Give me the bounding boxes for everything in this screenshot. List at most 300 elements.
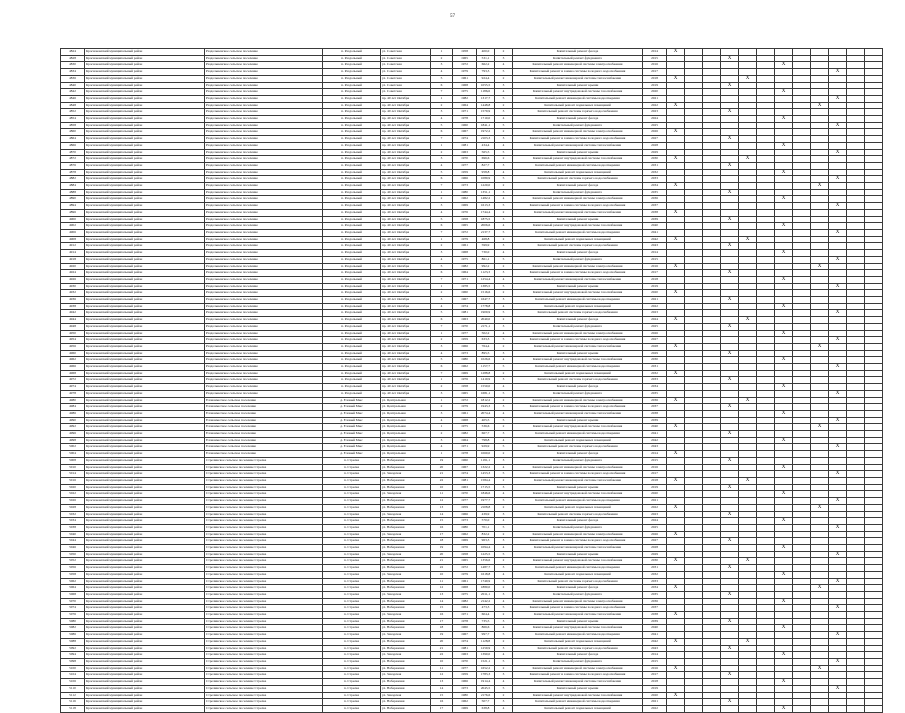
cell-settl: п. Раздольный (323, 189, 381, 196)
cell-mark (829, 645, 847, 652)
cell-work: Капитальный ремонт фундамента (513, 658, 643, 665)
cell-mark: Х (667, 370, 685, 377)
cell-mark (739, 62, 757, 69)
cell-street: пр. 40 лет Октября (381, 196, 431, 203)
table-row (61, 116, 883, 123)
cell-mark: Х (721, 55, 739, 62)
table-row (61, 229, 883, 236)
cell-mark (829, 571, 847, 578)
table-row (61, 203, 883, 210)
cell-area: 599,9 (477, 243, 495, 250)
cell-street: пр. 40 лет Октября (381, 149, 431, 156)
table-row (61, 283, 883, 290)
cell-mark (865, 410, 883, 417)
cell-mark (865, 531, 883, 538)
cell-mark (703, 169, 721, 176)
cell-mark: Х (667, 692, 685, 699)
table-row (61, 518, 883, 525)
cell-mark (865, 464, 883, 471)
cell-plan: 2036 (643, 397, 667, 404)
cell-mark (667, 189, 685, 196)
cell-mark (793, 551, 811, 558)
cell-mark: Х (829, 337, 847, 344)
cell-rayon: Краснокамский муниципальный район (85, 625, 205, 632)
cell-mark (757, 337, 775, 344)
cell-mark (721, 357, 739, 364)
cell-floors: 3 (495, 350, 513, 357)
cell-floors: 2 (495, 75, 513, 82)
cell-rayon: Краснокамский муниципальный район (85, 49, 205, 56)
cell-mark (757, 243, 775, 250)
cell-mark (721, 598, 739, 605)
cell-pos: Еловомысское сельское поселение (205, 417, 323, 424)
cell-settl: п. Стрелка (323, 545, 381, 552)
cell-mark (793, 645, 811, 652)
cell-mark (721, 364, 739, 371)
cell-mark (865, 370, 883, 377)
cell-settl: п. Раздольный (323, 377, 381, 384)
cell-settl: п. Стрелка (323, 672, 381, 679)
cell-floors: 2 (495, 531, 513, 538)
cell-settl: п. Стрелка (323, 645, 381, 652)
cell-rayon: Краснокамский муниципальный район (85, 350, 205, 357)
table-row (61, 129, 883, 136)
table-row (61, 330, 883, 337)
cell-mark (865, 692, 883, 699)
cell-mark: Х (829, 444, 847, 451)
table-row (61, 571, 883, 578)
cell-mark (685, 511, 703, 518)
cell-mark (793, 209, 811, 216)
cell-mark (811, 357, 829, 364)
cell-area: 405,5 (477, 417, 495, 424)
cell-floors: 2 (495, 102, 513, 109)
cell-plan: 2028 (643, 142, 667, 149)
cell-year: 1975 (453, 256, 477, 263)
cell-street: ул. Набережная (381, 498, 431, 505)
cell-mark (757, 323, 775, 330)
cell-rayon: Краснокамский муниципальный район (85, 652, 205, 659)
cell-mark (703, 558, 721, 565)
cell-rayon: Краснокамский муниципальный район (85, 122, 205, 129)
cell-rayon: Краснокамский муниципальный район (85, 189, 205, 196)
cell-street: ул. Набережная (381, 457, 431, 464)
cell-plan: 2021 (643, 297, 667, 304)
cell-pos: Еловомысское сельское поселение (205, 431, 323, 438)
cell-year: 1970 (453, 323, 477, 330)
cell-floors: 2 (495, 451, 513, 458)
cell-plan: 2019 (643, 484, 667, 491)
cell-mark (793, 290, 811, 297)
cell-floors: 5 (495, 551, 513, 558)
cell-house: 14 (431, 685, 453, 692)
cell-mark (667, 404, 685, 411)
cell-year: 1963 (453, 149, 477, 156)
cell-mark (847, 196, 865, 203)
cell-settl: п. Стрелка (323, 699, 381, 706)
cell-mark (757, 565, 775, 572)
cell-mark (847, 317, 865, 324)
cell-mark: Х (775, 464, 793, 471)
cell-mark: Х (739, 397, 757, 404)
cell-mark: Х (829, 69, 847, 76)
cell-pos: Раздольненское сельское поселение (205, 223, 323, 230)
cell-year: 1980 (453, 189, 477, 196)
cell-mark (847, 136, 865, 143)
cell-mark (757, 183, 775, 190)
cell-mark (667, 350, 685, 357)
cell-mark (847, 498, 865, 505)
cell-year: 1967 (453, 297, 477, 304)
table-row (61, 578, 883, 585)
cell-rayon: Краснокамский муниципальный район (85, 209, 205, 216)
cell-year: 1972 (453, 397, 477, 404)
cell-area: 1521,1 (477, 658, 495, 665)
cell-mark (757, 209, 775, 216)
cell-mark (739, 69, 757, 76)
cell-mark: Х (775, 89, 793, 96)
cell-mark (757, 156, 775, 163)
cell-mark (703, 323, 721, 330)
cell-street: ул. Набережная (381, 558, 431, 565)
cell-mark (757, 189, 775, 196)
cell-settl: п. Стрелка (323, 511, 381, 518)
cell-mark (811, 632, 829, 639)
cell-mark: Х (739, 317, 757, 324)
cell-mark (775, 75, 793, 82)
cell-mark (703, 598, 721, 605)
cell-work: Капитальный ремонт инженерной системы теплоснабжения (513, 478, 643, 485)
cell-id: 5106 (61, 679, 85, 686)
cell-pos: Стрелинское сельское поселение Стрелка (205, 652, 323, 659)
cell-mark (685, 618, 703, 625)
cell-mark (865, 203, 883, 210)
cell-pos: Раздольненское сельское поселение (205, 89, 323, 96)
cell-mark (721, 410, 739, 417)
cell-mark (739, 498, 757, 505)
table-row (61, 618, 883, 625)
cell-id: 4858 (61, 122, 85, 129)
cell-mark (793, 162, 811, 169)
cell-mark (775, 404, 793, 411)
cell-mark (829, 243, 847, 250)
cell-mark (829, 538, 847, 545)
cell-mark (775, 417, 793, 424)
cell-mark (865, 571, 883, 578)
cell-mark (865, 498, 883, 505)
cell-mark (829, 531, 847, 538)
cell-mark (865, 431, 883, 438)
cell-mark (685, 612, 703, 619)
cell-settl: п. Раздольный (323, 89, 381, 96)
cell-mark (829, 464, 847, 471)
cell-work: Капитальный ремонт фундамента (513, 524, 643, 531)
table-row (61, 511, 883, 518)
cell-mark (865, 665, 883, 672)
cell-mark (793, 431, 811, 438)
cell-rayon: Краснокамский муниципальный район (85, 518, 205, 525)
cell-pos: Раздольненское сельское поселение (205, 183, 323, 190)
cell-mark (721, 169, 739, 176)
cell-year: 1981 (453, 142, 477, 149)
cell-id: 5112 (61, 692, 85, 699)
cell-house: 16 (431, 612, 453, 619)
cell-work: Капитальный ремонт крыши (513, 283, 643, 290)
cell-mark (811, 142, 829, 149)
cell-work: Капитальный ремонт инженерной системы теплоснабжения (513, 612, 643, 619)
cell-plan: 2040 (643, 625, 667, 632)
cell-house: 7 (431, 229, 453, 236)
cell-mark: Х (775, 518, 793, 525)
cell-street: ул. Набережная (381, 545, 431, 552)
cell-mark (667, 169, 685, 176)
cell-mark (775, 183, 793, 190)
cell-mark (847, 229, 865, 236)
cell-mark (847, 223, 865, 230)
cell-mark (739, 531, 757, 538)
cell-mark: Х (721, 672, 739, 679)
cell-id: 5056 (61, 565, 85, 572)
cell-mark (811, 370, 829, 377)
cell-rayon: Краснокамский муниципальный район (85, 310, 205, 317)
cell-mark (685, 404, 703, 411)
cell-mark (811, 672, 829, 679)
cell-area: 1715,5 (477, 484, 495, 491)
cell-settl: п. Стрелка (323, 625, 381, 632)
cell-mark (721, 504, 739, 511)
cell-mark (685, 685, 703, 692)
cell-mark (829, 116, 847, 123)
cell-mark (775, 129, 793, 136)
cell-plan: 2036 (643, 196, 667, 203)
cell-floors: 4 (495, 330, 513, 337)
cell-floors: 2 (495, 49, 513, 56)
cell-mark (793, 297, 811, 304)
cell-street: пр. 40 лет Октября (381, 343, 431, 350)
cell-house: 1 (431, 189, 453, 196)
cell-year: 1981 (453, 478, 477, 485)
cell-mark (757, 511, 775, 518)
cell-id: 4984 (61, 404, 85, 411)
cell-floors: 4 (495, 142, 513, 149)
cell-area: 1055,5 (477, 82, 495, 89)
cell-area: 701,1 (477, 524, 495, 531)
cell-settl: п. Стрелка (323, 464, 381, 471)
cell-rayon: Краснокамский муниципальный район (85, 162, 205, 169)
cell-mark (775, 176, 793, 183)
cell-mark (811, 464, 829, 471)
cell-mark (685, 558, 703, 565)
cell-area: 570,0 (477, 518, 495, 525)
cell-year: 1968 (453, 82, 477, 89)
cell-mark (667, 437, 685, 444)
table-row (61, 591, 883, 598)
cell-settl: п. Раздольный (323, 142, 381, 149)
cell-mark (685, 679, 703, 686)
cell-pos: Стрелинское сельское поселение Стрелка (205, 625, 323, 632)
cell-mark (667, 685, 685, 692)
cell-mark (685, 437, 703, 444)
cell-street: пр. 40 лет Октября (381, 384, 431, 391)
cell-mark (757, 424, 775, 431)
cell-floors: 2 (495, 290, 513, 297)
cell-mark (739, 189, 757, 196)
cell-mark: Х (667, 424, 685, 431)
cell-work: Капитальный ремонт крыши (513, 551, 643, 558)
cell-mark (811, 498, 829, 505)
cell-work: Капитальный ремонт подвальных помещений (513, 437, 643, 444)
cell-floors: 2 (495, 504, 513, 511)
cell-mark (739, 679, 757, 686)
housing-register-table (60, 48, 883, 713)
cell-floors: 3 (495, 377, 513, 384)
cell-mark (739, 337, 757, 344)
cell-house: 21 (431, 558, 453, 565)
cell-mark (793, 89, 811, 96)
cell-settl: д. Еловый Мыс (323, 451, 381, 458)
cell-mark (739, 256, 757, 263)
cell-mark (775, 283, 793, 290)
cell-mark (721, 310, 739, 317)
cell-mark (703, 478, 721, 485)
cell-floors: 5 (495, 337, 513, 344)
cell-year: 1975 (453, 89, 477, 96)
cell-mark (793, 538, 811, 545)
cell-mark (847, 82, 865, 89)
cell-mark: Х (667, 236, 685, 243)
cell-mark (793, 176, 811, 183)
cell-id: 5002 (61, 444, 85, 451)
cell-street: ул. Советская (381, 82, 431, 89)
cell-mark (775, 612, 793, 619)
cell-mark (685, 89, 703, 96)
cell-mark: Х (775, 276, 793, 283)
cell-id: 5104 (61, 672, 85, 679)
cell-year: 1960 (453, 290, 477, 297)
cell-rayon: Краснокамский муниципальный район (85, 169, 205, 176)
cell-id: 4848 (61, 102, 85, 109)
cell-mark (667, 444, 685, 451)
cell-house: 7 (431, 89, 453, 96)
table-row (61, 598, 883, 605)
cell-mark (721, 250, 739, 257)
cell-mark (703, 370, 721, 377)
cell-year: 1962 (453, 699, 477, 706)
cell-pos: Раздольненское сельское поселение (205, 102, 323, 109)
cell-mark (757, 162, 775, 169)
cell-plan: 2019 (643, 685, 667, 692)
cell-mark (775, 243, 793, 250)
cell-settl: п. Стрелка (323, 518, 381, 525)
cell-mark (811, 625, 829, 632)
cell-mark (811, 404, 829, 411)
cell-mark (739, 129, 757, 136)
cell-floors: 3 (495, 82, 513, 89)
cell-mark (793, 250, 811, 257)
cell-rayon: Краснокамский муниципальный район (85, 384, 205, 391)
cell-settl: п. Раздольный (323, 250, 381, 257)
cell-mark: Х (829, 390, 847, 397)
cell-mark: Х (775, 357, 793, 364)
cell-mark (703, 256, 721, 263)
cell-rayon: Краснокамский муниципальный район (85, 129, 205, 136)
cell-plan: 2037 (643, 203, 667, 210)
cell-mark (775, 229, 793, 236)
cell-settl: п. Стрелка (323, 524, 381, 531)
cell-mark: Х (829, 256, 847, 263)
cell-mark (775, 270, 793, 277)
cell-mark (667, 384, 685, 391)
cell-rayon: Краснокамский муниципальный район (85, 297, 205, 304)
cell-plan: 2022 (643, 504, 667, 511)
cell-id: 4840 (61, 82, 85, 89)
cell-id: 5008 (61, 457, 85, 464)
cell-area: 2142,2 (477, 598, 495, 605)
cell-mark (865, 471, 883, 478)
cell-floors: 4 (495, 250, 513, 257)
cell-mark: Х (721, 645, 739, 652)
cell-mark (739, 431, 757, 438)
cell-area: 1225,5 (477, 551, 495, 558)
cell-mark (847, 571, 865, 578)
cell-rayon: Краснокамский муниципальный район (85, 256, 205, 263)
cell-mark (811, 162, 829, 169)
cell-pos: Стрелинское сельское поселение Стрелка (205, 632, 323, 639)
cell-pos: Раздольненское сельское поселение (205, 330, 323, 337)
cell-mark: Х (829, 310, 847, 317)
cell-mark (739, 612, 757, 619)
cell-year: 1963 (453, 484, 477, 491)
cell-floors: 3 (495, 672, 513, 679)
cell-floors: 3 (495, 431, 513, 438)
cell-mark (847, 431, 865, 438)
cell-plan: 2017 (643, 471, 667, 478)
cell-mark (829, 511, 847, 518)
cell-mark (865, 638, 883, 645)
cell-id: 4980 (61, 397, 85, 404)
cell-area: 531,1 (477, 55, 495, 62)
cell-house: 2 (431, 404, 453, 411)
cell-mark (703, 471, 721, 478)
cell-mark (829, 625, 847, 632)
cell-mark (847, 484, 865, 491)
cell-floors: 4 (495, 196, 513, 203)
cell-mark (757, 471, 775, 478)
cell-mark (793, 518, 811, 525)
cell-mark (739, 665, 757, 672)
cell-mark (865, 350, 883, 357)
cell-id: 5058 (61, 571, 85, 578)
cell-area: 866,6 (477, 625, 495, 632)
cell-mark (721, 283, 739, 290)
cell-street: ул. Набережная (381, 605, 431, 612)
cell-mark (793, 216, 811, 223)
cell-mark (739, 330, 757, 337)
cell-mark (829, 102, 847, 109)
cell-mark (721, 276, 739, 283)
cell-mark (811, 618, 829, 625)
cell-mark (775, 390, 793, 397)
cell-mark (703, 679, 721, 686)
cell-street: ул. Заводская (381, 692, 431, 699)
cell-mark (703, 297, 721, 304)
cell-mark (865, 62, 883, 69)
cell-street: пр. 40 лет Октября (381, 216, 431, 223)
cell-mark (703, 444, 721, 451)
cell-mark: Х (667, 49, 685, 56)
cell-mark (793, 82, 811, 89)
cell-plan: 2021 (643, 699, 667, 706)
